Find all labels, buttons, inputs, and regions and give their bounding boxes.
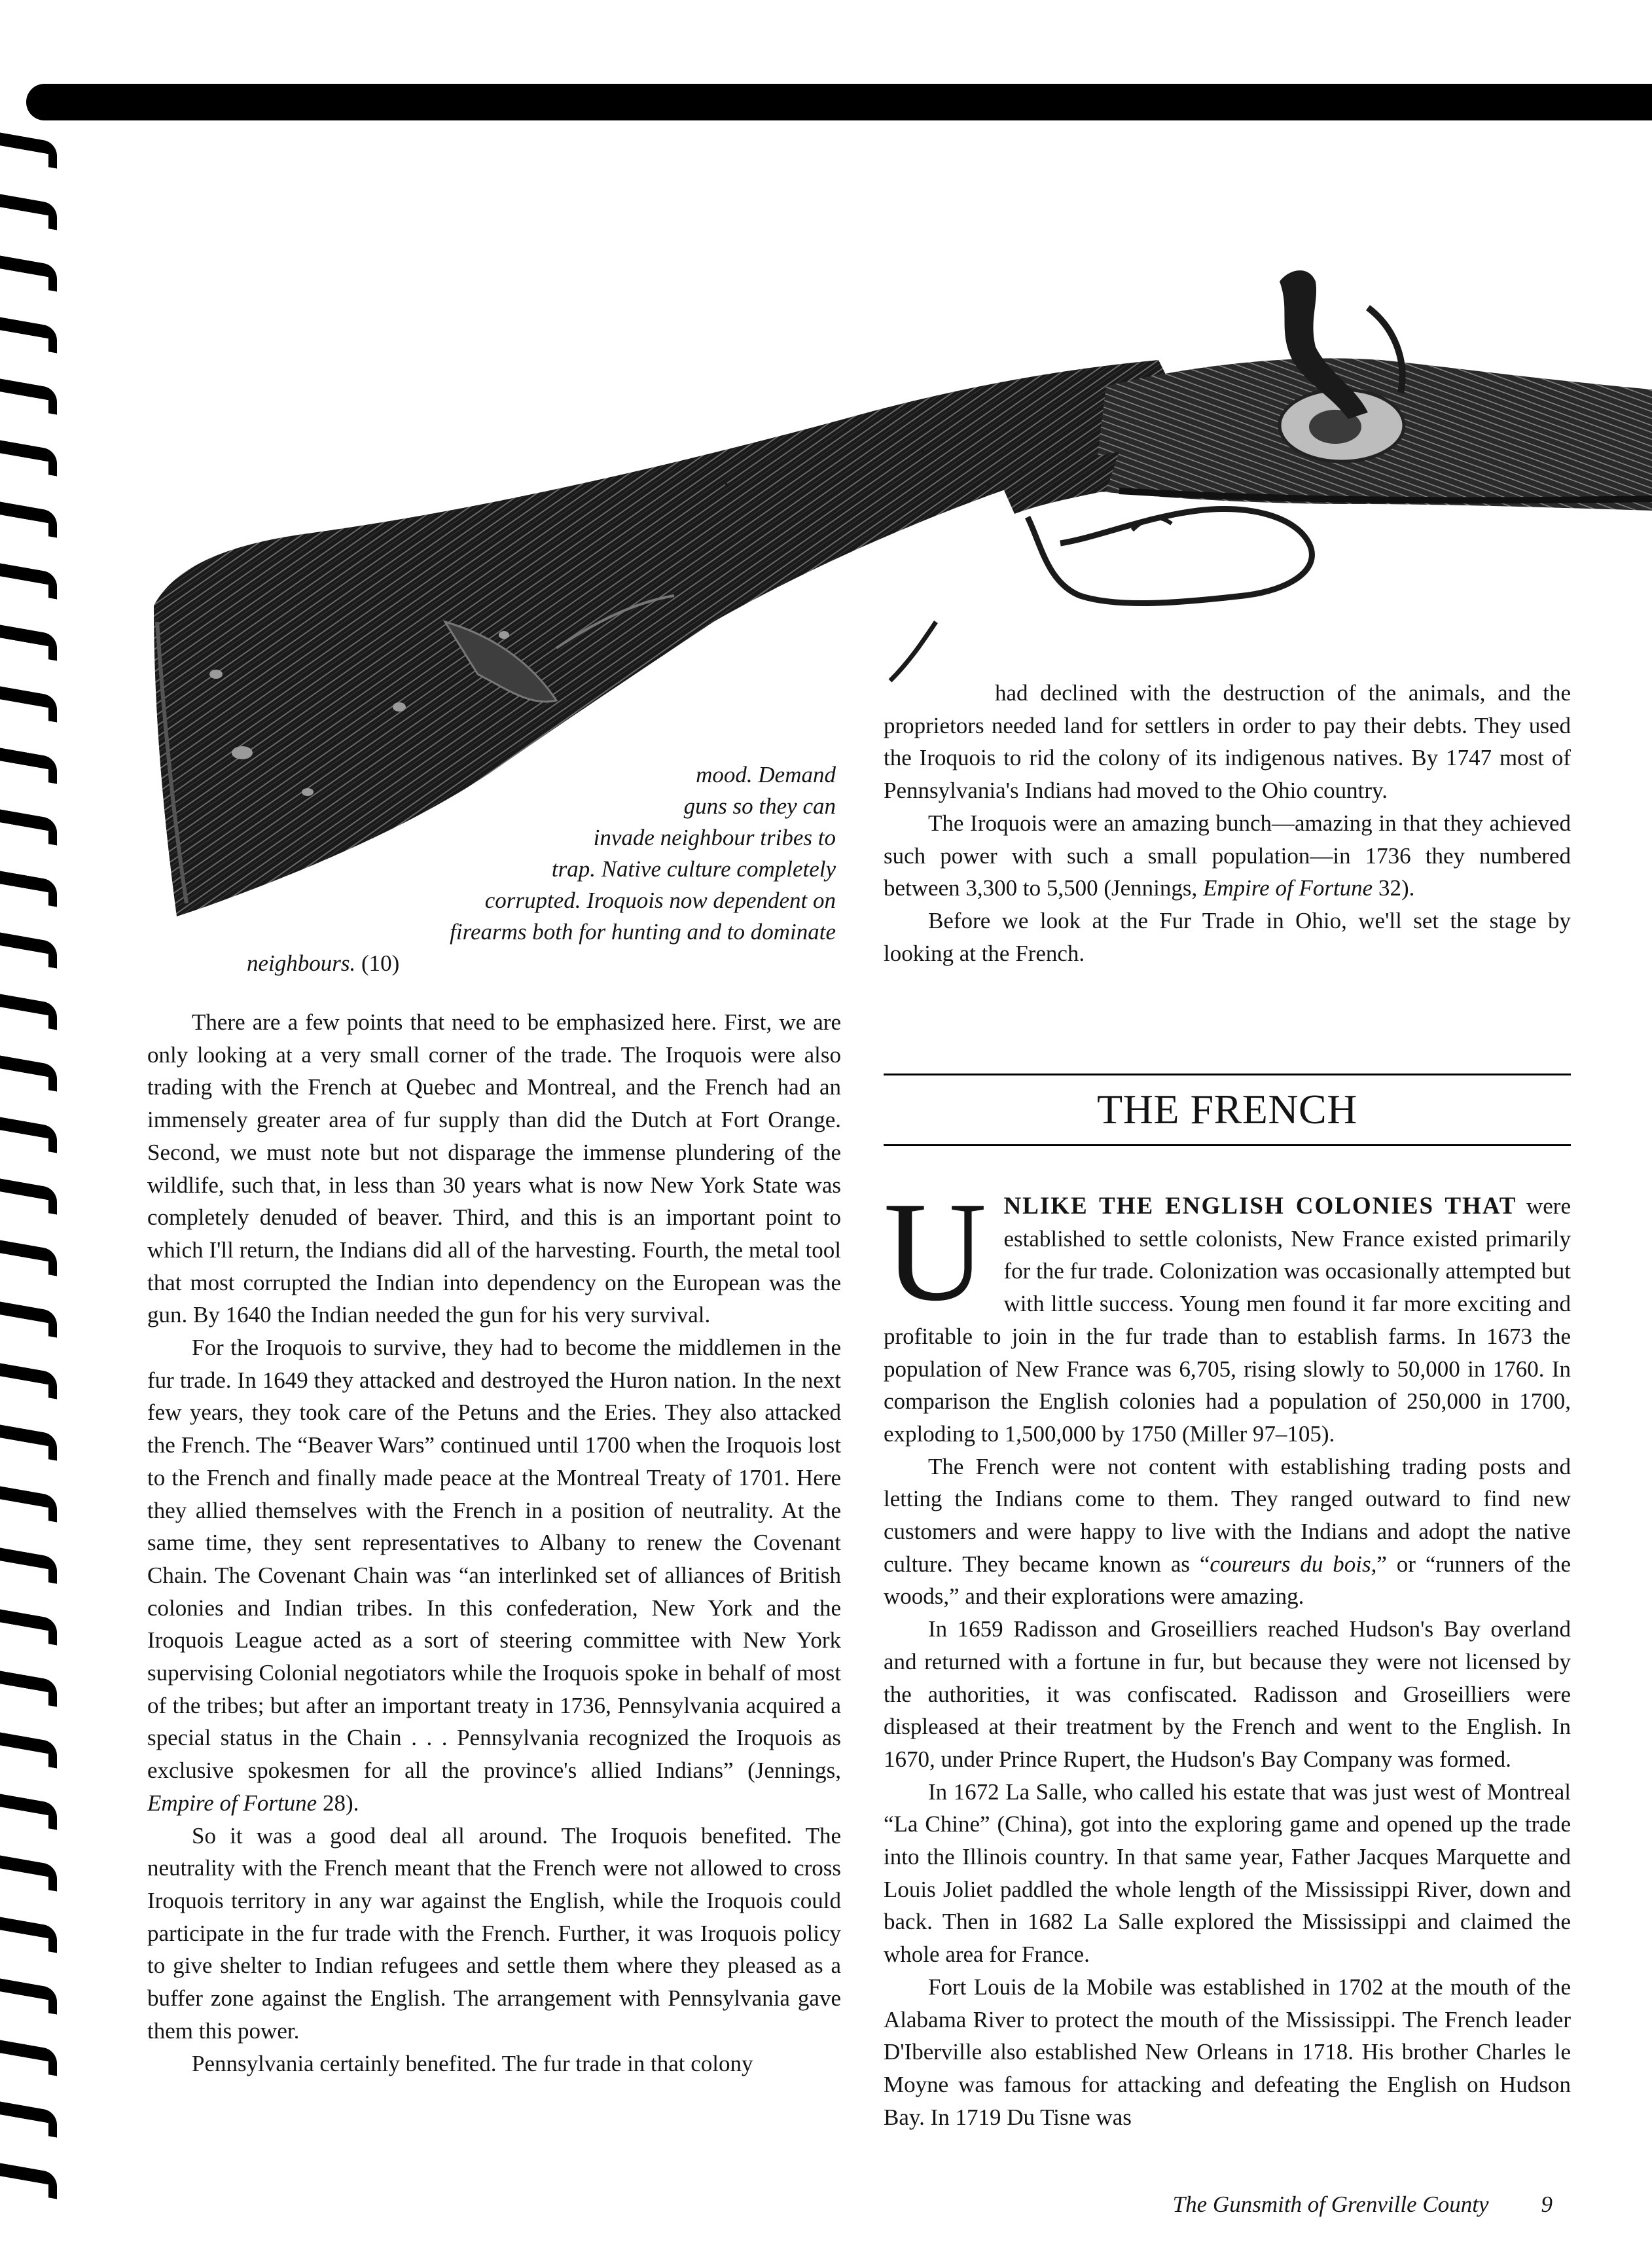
right-column	[884, 1173, 1571, 2133]
spiral-hook	[0, 1917, 57, 1953]
paragraph: There are a few points that need to be emphasized here. First, we are only looking at a very small corner of the trade. The Iroquois were also trading with the French at Quebec and Montreal, and the French had an immensely greater area of fur supply than did the Dutch at Fort Orange. Second, we must note but not disparage the immense plundering of the wildlife, such that, in less than 30 years what is now New York State was completely denuded of beaver. Third, and this is an important point to which I'll return, the Indians did all of the harvesting. Fourth, the metal tool that most corrupted the Indian into dependency on the European was the gun. By 1640 the Indian needed the gun for his very survival.	[147, 1009, 841, 1328]
paragraph: In 1672 La Salle, who called his estate that was just west of Montreal “La Chine” (China), got into the exploring game and opened up the trade into the Illinois country. In that same year, Father Jacques Marquette and Louis Joliet paddled the whole length of the Mississippi River, down and back. Then in 1682 La Salle explored the Mississippi and claimed the whole area for France.	[884, 1779, 1571, 1968]
spiral-hook	[0, 563, 57, 599]
paragraph-text: ” or “runners of the woods,” and their explorations were amazing.	[884, 1551, 1571, 1610]
spiral-hook	[0, 932, 57, 968]
heading-rule-bottom	[884, 1144, 1571, 1146]
spiral-hook	[0, 1855, 57, 1891]
paragraph: had declined with the destruction of the animals, and the proprietors needed land for settlers in order to pay their debts. They used the Iroquois to rid the colony of its indigenous natives. By 1747 most of Pennsylvania's Indians had moved to the Ohio country.	[884, 680, 1571, 804]
citation-title: Empire of Fortune	[1202, 875, 1373, 901]
section-heading: THE FRENCH	[1097, 1086, 1357, 1132]
spiral-hook	[0, 1547, 57, 1583]
paragraph-text: The French were not content with establishing trading posts and letting the Indians come to them. They ranged outward to find new customers and were happy to live with the Indians and adopt the native culture. They became known as “	[884, 1453, 1571, 1577]
spiral-hook	[0, 501, 57, 537]
spiral-binding	[0, 137, 52, 2257]
spiral-hook	[0, 378, 57, 414]
paragraph: Fort Louis de la Mobile was established in 1702 at the mouth of the Alabama River to protect the mouth of the Mississippi. The French leader D'Iberville also established New Orleans in 1718. His brother Charles le Moyne was famous for attacking and defeating the English on Hudson Bay. In 1719 Du Tisne was	[884, 1974, 1571, 2130]
paragraph-text: 32).	[1378, 875, 1415, 901]
paragraph-text: were established to settle colonists, New France existed primarily for the fur trade. Colonization was occasionally attempted but with little success. Young men found it far more exciting and profitable to join in the fur trade than to establish farms. In 1673 the population of New France was 6,705, rising slowly to 50,000 in 1760. In comparison the English colonies had a population of 250,000 in 1700, exploding to 1,500,000 by 1750 (Miller 97–105).	[884, 1193, 1571, 1447]
page-footer	[1173, 2192, 1553, 2218]
caption-line: mood. Demand	[696, 762, 836, 787]
spiral-hook	[0, 871, 57, 907]
paragraph: Pennsylvania certainly benefited. The fur trade in that colony	[192, 2050, 753, 2076]
spiral-hook	[0, 1363, 57, 1399]
paragraph-text: 28).	[322, 1790, 359, 1816]
paragraph	[147, 1331, 841, 1820]
paragraph: In 1659 Radisson and Groseilliers reached Hudson's Bay overland and returned with a fortune in fur, but because they were not licensed by the authorities, it was confiscated. Radisson and Groseilliers were displeased at their treatment by the French and went to the English. In 1670, under Prince Rupert, the Hudson's Bay Company was formed.	[884, 1616, 1571, 1772]
spiral-hook	[0, 1117, 57, 1153]
spiral-hook	[0, 440, 57, 476]
spiral-hook	[0, 132, 57, 168]
paragraph-text: For the Iroquois to survive, they had to become the middlemen in the fur trade. In 1649 they attacked and destroyed the Huron nation. In the next few years, they took care of the Petuns and the Eries. They also attacked the French. The “Beaver Wars” continued until 1700 when the Iroquois lost to the French and finally made peace at the Montreal Treaty of 1701. Here they allied themselves with the French in a position of neutrality. At the same time, they sent representatives to Albany to renew the Covenant Chain. The Covenant Chain was “an interlinked set of alliances of British colonies and Indian tribes. In this confederation, New York and the Iroquois League acted as a sort of steering committee with New York supervising Colonial negotiators while the Iroquois spoke in behalf of most of the tribes; but after an important treaty in 1736, Pennsylvania acquired a special status in the Chain . . . Pennsylvania recognized the Iroquois as exclusive spokesmen for all the province's allied Indians” (Jennings,	[147, 1335, 841, 1784]
spiral-hook	[0, 1178, 57, 1214]
spiral-hook	[0, 1240, 57, 1276]
spiral-hook	[0, 809, 57, 845]
spiral-hook	[0, 1794, 57, 1830]
caption-text: neighbours.	[247, 950, 356, 976]
spiral-hook	[0, 317, 57, 353]
illustration-caption	[116, 759, 836, 979]
spiral-hook	[0, 686, 57, 722]
spiral-hook	[0, 1978, 57, 2014]
spiral-hook	[0, 624, 57, 660]
caption-line: trap. Native culture completely	[551, 856, 836, 882]
citation-title: Empire of Fortune	[147, 1790, 317, 1816]
caption-line: invade neighbour tribes to	[593, 825, 836, 850]
spiral-hook	[0, 255, 57, 291]
paragraph: So it was a good deal all around. The Iroquois benefited. The neutrality with the French meant that the French were not allowed to cross Iroquois territory in any war against the English, while the Iroquois could participate in the fur trade with the French. Further, it was Iroquois policy to give shelter to Indian refugees and settle them where they pleased as a buffer zone against the English. The arrangement with Pennsylvania gave them this power.	[147, 1822, 841, 2044]
spiral-hook	[0, 1424, 57, 1460]
right-column-top	[884, 677, 1571, 969]
paragraph-text: The Iroquois were an amazing bunch—amazing in that they achieved such power with such a small population—in 1736 they numbered between 3,300 to 5,500 (Jennings,	[884, 810, 1571, 901]
caption-ref: (10)	[361, 950, 400, 976]
spiral-hook	[0, 1486, 57, 1522]
paragraph	[884, 807, 1571, 905]
paragraph: Before we look at the Fur Trade in Ohio, we'll set the stage by looking at the French.	[884, 907, 1571, 966]
caption-line: firearms both for hunting and to dominate	[450, 919, 836, 945]
drop-cap: U	[884, 1173, 987, 1331]
spiral-hook	[0, 748, 57, 784]
running-title: The Gunsmith of Grenville County	[1172, 2192, 1489, 2217]
spiral-hook	[0, 1055, 57, 1091]
left-column	[147, 1006, 841, 2080]
spiral-hook	[0, 1301, 57, 1337]
spiral-hook	[0, 2101, 57, 2137]
italic-term: coureurs du bois,	[1210, 1551, 1377, 1577]
spiral-hook	[0, 1670, 57, 1706]
page-number: 9	[1541, 2192, 1553, 2217]
paragraph	[884, 1451, 1571, 1614]
spiral-hook	[0, 194, 57, 230]
spiral-hook	[0, 2040, 57, 2076]
caption-line: corrupted. Iroquois now dependent on	[484, 888, 836, 913]
header-rule	[26, 84, 1652, 120]
spiral-hook	[0, 1609, 57, 1645]
spiral-hook	[0, 2163, 57, 2199]
caption-line-last	[116, 948, 836, 979]
lead-in-caps: NLIKE THE ENGLISH COLONIES THAT	[1003, 1193, 1517, 1219]
spiral-hook	[0, 1732, 57, 1768]
spiral-hook	[0, 994, 57, 1030]
paragraph-opening	[884, 1173, 1571, 1451]
caption-line: guns so they can	[683, 793, 836, 819]
